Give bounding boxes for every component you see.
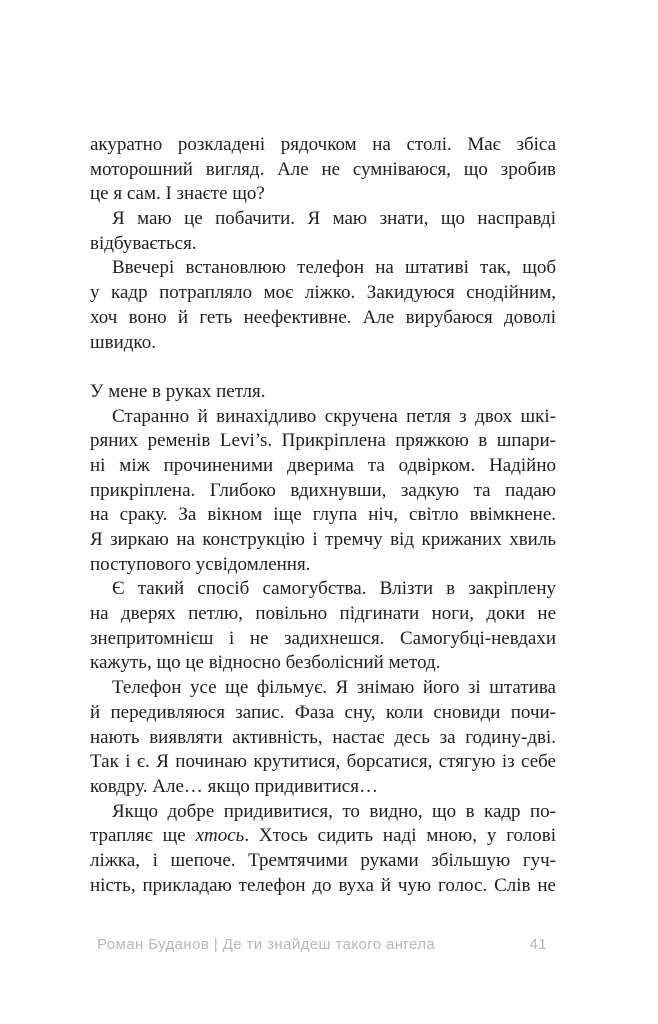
text-block [90, 133, 556, 898]
text-segment: кажуть, що це відносно безболісний метод. [90, 652, 441, 674]
text-segment: ліжка, і шепоче. Тремтячими руками збільшую гуч- [90, 849, 556, 871]
text-segment: Ввечері встановлюю телефон на штативі так, щоб [112, 257, 556, 279]
text-segment: ність, прикладаю телефон до вуха й чую голос. Слів не [90, 874, 556, 896]
text-segment: Телефон усе ще фільмує. Я знімаю його зі штатива [112, 677, 556, 699]
text-line [90, 256, 556, 281]
page-number: 41 [529, 936, 547, 953]
text-line [90, 553, 556, 578]
text-line [90, 281, 556, 306]
text-segment: ковдру. Але… якщо придивитися… [90, 775, 378, 797]
text-segment: Якщо добре придивитися, то видно, що в кадр по- [112, 800, 556, 822]
text-segment: поступового усвідомлення. [90, 553, 311, 575]
text-segment: Я зиркаю на конструкцію і тремчу від крижаних хвиль [90, 529, 556, 550]
text-line [90, 701, 556, 726]
text-segment: й передивляюся запис. Фаза сну, коли сновиди почи- [90, 701, 556, 723]
text-segment: швидко. [90, 331, 156, 353]
text-segment: ні між прочиненими дверима та одвірком. Надійно [90, 454, 556, 476]
text-line [90, 874, 556, 899]
text-segment: У мене в руках петля. [90, 380, 266, 402]
text-line [90, 207, 556, 232]
text-segment: Старанно й винахідливо скручена петля з двох шкі- [112, 405, 556, 427]
text-line [90, 528, 556, 553]
text-segment: знепритомнієш і не задихнешся. Самогубці-невдахи [90, 627, 556, 649]
text-segment: відбувається. [90, 232, 197, 254]
text-segment: Так і є. Я починаю крутитися, борсатися, стягую із себе [90, 751, 556, 773]
text-line [90, 133, 556, 158]
text-segment: на дверях петлю, повільно підгинати ноги, доки не [90, 603, 556, 625]
text-line [90, 726, 556, 751]
text-segment: нають виявляти активність, настає десь за годину-дві. [90, 726, 556, 748]
text-line [90, 503, 556, 528]
text-segment: моторошний вигляд. Але не сумніваюся, що зробив [90, 158, 556, 180]
text-segment: Я маю це побачити. Я маю знати, що насправді [112, 208, 556, 230]
text-segment: Є такий спосіб самогубства. Влізти в закріплену [112, 578, 556, 600]
running-title: Роман Буданов | Де ти знайдеш такого ангела [97, 936, 436, 953]
text-line [90, 577, 556, 602]
text-segment: ряних ременів Levi’s. Прикріплена пряжкою в шпари- [90, 430, 556, 452]
text-segment: на сраку. За вікном іще глупа ніч, світло ввімкнене. [90, 504, 556, 526]
text-segment: трапляє ще [90, 825, 196, 847]
text-line [90, 775, 556, 800]
text-segment: це я сам. І знаєте що? [90, 183, 265, 205]
blank-line [90, 355, 556, 380]
text-segment: . Хтось сидить наді мною, у голові [244, 825, 557, 847]
text-line [90, 849, 556, 874]
text-line [90, 800, 556, 825]
text-segment: акуратно розкладені рядочком на столі. Має збіса [90, 134, 556, 155]
text-segment: прикріплена. Глибоко вдихнувши, задкую та падаю [90, 479, 556, 501]
text-line [90, 331, 556, 356]
text-line [90, 158, 556, 183]
text-line [90, 306, 556, 331]
text-line [90, 676, 556, 701]
text-line [90, 405, 556, 430]
text-line [90, 182, 556, 207]
text-line [90, 627, 556, 652]
text-segment: у кадр потрапляло моє ліжко. Закидуюся снодійним, [90, 282, 556, 304]
text-line [90, 429, 556, 454]
text-line [90, 380, 556, 405]
text-line [90, 824, 556, 849]
text-line [90, 602, 556, 627]
text-line [90, 454, 556, 479]
text-line [90, 651, 556, 676]
text-segment: хоч воно й геть неефективне. Але вирубаюся доволі [90, 306, 556, 328]
italic-text-segment: хтось [195, 825, 245, 847]
text-line [90, 750, 556, 775]
page-footer [97, 935, 547, 955]
text-line [90, 479, 556, 504]
text-line [90, 232, 556, 257]
